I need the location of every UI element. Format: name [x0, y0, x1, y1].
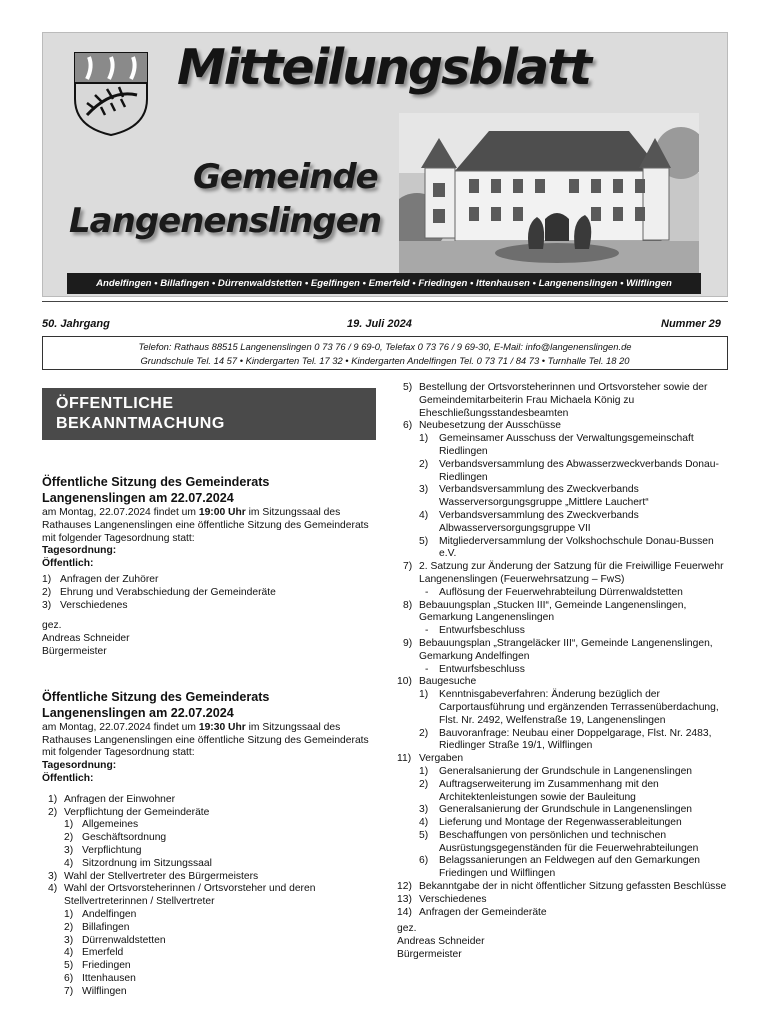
item-text: Verbandsversammlung des Abwasserzweckverbands Donau-Riedlingen: [439, 458, 719, 483]
contact-line-2: Grundschule Tel. 14 57 • Kindergarten Tel. 17 32 • Kindergarten Andelfingen Tel. 0 73 71 / 84 73 • Turnhalle Tel. 18 20: [140, 355, 630, 366]
item-text: Generalsanierung der Grundschule in Langenenslingen: [439, 804, 693, 816]
item-text: Friedingen: [82, 960, 131, 972]
signature-gez: gez.: [397, 923, 417, 935]
notice-1-intro: [42, 507, 376, 545]
item-number: 1): [419, 765, 429, 777]
item-number: 1): [64, 908, 74, 920]
item-number: 2): [419, 727, 429, 739]
masthead: [42, 32, 728, 297]
item-number: 2): [64, 921, 74, 933]
notice-2-title: [42, 689, 376, 721]
item-number: 14): [397, 906, 412, 918]
sub-list-item: [397, 536, 729, 562]
coat-of-arms-icon: [71, 49, 151, 137]
item-number: 5): [403, 382, 413, 393]
item-number: 1): [419, 689, 429, 701]
item-text: Anfragen der Zuhörer: [60, 573, 159, 585]
item-number: -: [425, 663, 429, 675]
signature-name: Andreas Schneider: [42, 633, 130, 645]
sub-list-item: [397, 433, 729, 459]
item-number: 13): [397, 893, 412, 905]
item-text: Verbandsversammlung des Zweckverbands Albwasserversorgungsgruppe VII: [439, 509, 639, 534]
item-text: Wahl der Ortsvorsteherinnen / Ortsvorsteher und deren Stellvertreterinnen / Stellvertreter: [64, 883, 316, 908]
list-item: [42, 883, 376, 909]
item-text: Entwurfsbeschluss: [439, 663, 525, 675]
item-number: 1): [64, 819, 74, 831]
item-number: 10): [397, 676, 412, 688]
item-text: Auftragserweiterung im Zusammenhang mit den Architektenleistungen sowie der Bauleitung: [439, 778, 659, 803]
item-text: Bekanntgabe der in nicht öffentlicher Sitzung gefassten Beschlüsse: [419, 881, 727, 893]
sub-list-item: [397, 689, 729, 727]
intro-text: im Sitzungssaal des Rathauses Langenenslingen eine öffentliche Sitzung des Gemeinderats mit folgender Tagesordnung statt:: [42, 507, 369, 544]
list-item: [42, 794, 376, 807]
item-number: 3): [48, 870, 58, 882]
list-item: [397, 420, 729, 433]
notice-2-agenda: [42, 794, 376, 999]
list-item: [397, 561, 729, 587]
item-number: -: [425, 586, 429, 598]
sub-list-item: [42, 973, 376, 986]
sub-list-item: [397, 459, 729, 485]
left-column: [42, 388, 376, 1007]
notice-2: [42, 689, 376, 999]
intro-text: am Montag, 22.07.2024 findet um: [42, 721, 199, 733]
item-number: 3): [42, 599, 52, 611]
sub-list-item: [42, 960, 376, 973]
item-number: 4): [48, 883, 58, 895]
item-number: -: [425, 625, 429, 637]
item-text: Dürrenwaldstetten: [82, 934, 166, 946]
public-label: Öffentlich:: [42, 772, 94, 784]
sub-list-item: [42, 858, 376, 871]
item-text: Verpflichtung der Gemeinderäte: [64, 806, 210, 818]
sub-list-item: [397, 830, 729, 856]
item-text: Wahl der Stellvertreter des Bürgermeisters: [64, 870, 259, 882]
item-number: 2): [419, 778, 429, 790]
item-text: Billafingen: [82, 921, 130, 933]
item-text: Verschiedenes: [419, 893, 487, 905]
list-item: [397, 753, 729, 766]
item-number: 3): [64, 844, 74, 856]
item-text: Bebauungsplan „Strangeläcker III“, Gemeinde Langenenslingen, Gemarkung Andelfingen: [419, 637, 713, 662]
list-item: [42, 574, 376, 587]
item-number: 5): [419, 535, 429, 547]
agenda-label: Tagesordnung:: [42, 760, 117, 772]
item-text: Generalsanierung der Grundschule in Langenenslingen: [439, 765, 693, 777]
agenda-label: Tagesordnung:: [42, 545, 117, 557]
item-text: Gemeinsamer Ausschuss der Verwaltungsgemeinschaft Riedlingen: [439, 433, 694, 457]
issue-number: Nummer 29: [661, 318, 721, 330]
item-number: 2): [419, 458, 429, 470]
gemeinde-label: Gemeinde: [193, 157, 378, 197]
sub-list-item: [397, 804, 729, 817]
meeting-time: 19:00 Uhr: [198, 507, 246, 518]
item-number: 3): [64, 934, 74, 946]
volume-label: 50. Jahrgang: [42, 318, 110, 330]
header-divider: [42, 301, 728, 302]
section-banner: [42, 388, 376, 440]
meeting-time: 19:30 Uhr: [198, 721, 246, 733]
item-number: 4): [64, 947, 74, 959]
item-text: Belagssanierungen an Feldwegen auf den Gemarkungen Friedingen und Wilflingen: [439, 855, 701, 880]
item-number: 5): [64, 960, 74, 972]
item-text: Wilflingen: [82, 985, 127, 997]
notice-1-title-line-1: Öffentliche Sitzung des Gemeinderats: [42, 475, 270, 489]
notice-2-title-line-1: Öffentliche Sitzung des Gemeinderats: [42, 689, 270, 704]
sub-list-item: [42, 819, 376, 832]
list-item: [397, 881, 729, 894]
signature-role: Bürgermeister: [42, 645, 107, 657]
notice-1-title-line-2: Langenenslingen am 22.07.2024: [42, 491, 234, 505]
signature-role: Bürgermeister: [397, 949, 462, 961]
signature-block: [397, 923, 729, 961]
sub-list-item: [397, 728, 729, 754]
sub-list-item: [397, 766, 729, 779]
item-text: Entwurfsbeschluss: [439, 625, 525, 637]
list-item: [397, 638, 729, 664]
banner-line-2: BEKANNTMACHUNG: [56, 415, 225, 432]
item-text: Allgemeines: [82, 819, 139, 831]
item-text: Verpflichtung: [82, 844, 142, 856]
intro-text: am Montag, 22.07.2024 findet um: [42, 507, 199, 518]
item-number: 7): [64, 985, 74, 997]
notice-2-intro: [42, 722, 376, 760]
item-number: 12): [397, 881, 412, 893]
item-text: Geschäftsordnung: [82, 832, 167, 844]
signature-name: Andreas Schneider: [397, 936, 485, 948]
item-number: 4): [419, 509, 429, 521]
sub-list-item: [397, 817, 729, 830]
item-number: 11): [397, 753, 412, 765]
item-number: 5): [419, 829, 429, 841]
public-label: Öffentlich:: [42, 558, 94, 570]
right-column: [397, 382, 729, 962]
contact-box: [42, 336, 728, 370]
item-number: 4): [419, 817, 429, 829]
item-number: 1): [42, 573, 52, 585]
sub-list-item: [42, 935, 376, 948]
item-text: Anfragen der Einwohner: [64, 793, 176, 805]
sub-list-item: [42, 986, 376, 999]
item-number: 2): [42, 586, 52, 598]
village-list: Andelfingen • Billafingen • Dürrenwaldstetten • Egelfingen • Emerfeld • Friedingen • Ittenhausen • Langenenslingen • Wilflingen: [67, 273, 701, 294]
list-item: [397, 894, 729, 907]
sub-list-item: [397, 484, 729, 510]
item-number: 2): [64, 832, 74, 844]
newsletter-title: Mitteilungsblatt: [177, 39, 591, 96]
list-item: [397, 907, 729, 920]
item-text: Sitzordnung im Sitzungssaal: [82, 857, 212, 869]
item-number: 6): [419, 855, 429, 867]
contact-line-1: Telefon: Rathaus 88515 Langenenslingen 0 73 76 / 9 69-0, Telefax 0 73 76 / 9 69-30, E-Mail: info@langenenslingen.de: [138, 341, 632, 352]
item-number: 9): [403, 637, 413, 649]
notice-1-agenda: [42, 574, 376, 612]
item-number: 4): [64, 857, 74, 869]
list-item: [42, 807, 376, 820]
sub-list-item: [397, 855, 729, 881]
sub-list-item: [42, 947, 376, 960]
notice-1: [42, 474, 376, 659]
list-item: [42, 587, 376, 600]
item-text: Andelfingen: [82, 908, 137, 920]
item-text: Verbandsversammlung des Zweckverbands Wasserversorgungsgruppe „Mittlere Lauchert“: [439, 484, 649, 509]
item-text: Bestellung der Ortsvorsteherinnen und Ortsvorsteher sowie der Gemeindemitarbeiterin Frau Michaela König zu Eheschließungsstandesbeamten: [419, 382, 708, 419]
sub-list-item: [42, 922, 376, 935]
item-text: Neubesetzung der Ausschüsse: [419, 420, 561, 432]
intro-text: im Sitzungssaal des Rathauses Langenenslingen eine öffentliche Sitzung des Gemeinderats mit folgender Tagesordnung statt:: [42, 721, 369, 759]
item-number: 1): [419, 433, 429, 445]
sub-list-item: [397, 779, 729, 805]
sub-list-item: [42, 845, 376, 858]
item-text: Kenntnisgabeverfahren: Änderung bezüglich der Carportausführung und ergänzenden Terrassenüberdachung, Flst. Nr. 2492, Welfenstraße 19, Langenenslingen: [439, 689, 719, 726]
town-hall-photo: [399, 113, 699, 286]
banner-line-1: ÖFFENTLICHE: [56, 395, 174, 412]
sub-list-item: [397, 664, 729, 677]
item-number: 2): [48, 806, 58, 818]
sub-list-item: [397, 510, 729, 536]
notice-2-title-line-2: Langenenslingen am 22.07.2024: [42, 705, 234, 720]
notice-1-title: [42, 474, 376, 506]
item-number: 6): [403, 420, 413, 432]
signature-gez: gez.: [42, 620, 62, 632]
item-number: 8): [403, 599, 413, 611]
item-text: Verschiedenes: [60, 599, 128, 611]
item-text: Bauvoranfrage: Neubau einer Doppelgarage, Flst. Nr. 2483, Riedlinger Straße 19/1, Wilflingen: [439, 727, 712, 752]
item-text: Mitgliederversammlung der Volkshochschule Donau-Bussen e.V.: [439, 535, 714, 560]
list-item: [42, 600, 376, 613]
sub-list-item: [42, 909, 376, 922]
item-number: 3): [419, 484, 429, 496]
item-text: Ehrung und Verabschiedung der Gemeinderäte: [60, 586, 276, 598]
item-number: 7): [403, 561, 413, 573]
item-number: 6): [64, 972, 74, 984]
sub-list-item: [42, 832, 376, 845]
item-text: Bebauungsplan „Stucken III“, Gemeinde Langenenslingen, Gemarkung Langenenslingen: [419, 599, 687, 624]
item-text: Baugesuche: [419, 676, 477, 688]
list-item: [397, 676, 729, 689]
issue-date: 19. Juli 2024: [347, 318, 412, 330]
item-number: 3): [419, 804, 429, 816]
item-text: Beschaffungen von persönlichen und technischen Ausrüstungsgegenständen für die Feuerwehrabteilungen: [439, 829, 699, 854]
sub-list-item: [397, 587, 729, 600]
list-item: [397, 600, 729, 626]
list-item: [42, 871, 376, 884]
item-text: Lieferung und Montage der Regenwasserableitungen: [439, 817, 682, 829]
item-text: Emerfeld: [82, 947, 124, 959]
item-text: Vergaben: [419, 753, 464, 765]
item-number: 1): [48, 793, 58, 805]
item-text: 2. Satzung zur Änderung der Satzung für die Freiwillige Feuerwehr Langenenslingen (Feuerwehrsatzung – FwS): [419, 561, 724, 585]
municipality-name: Langenenslingen: [69, 201, 382, 241]
list-item: [397, 382, 729, 420]
item-text: Ittenhausen: [82, 972, 136, 984]
item-text: Auflösung der Feuerwehrabteilung Dürrenwaldstetten: [439, 586, 683, 598]
item-text: Anfragen der Gemeinderäte: [419, 906, 547, 918]
sub-list-item: [397, 625, 729, 638]
